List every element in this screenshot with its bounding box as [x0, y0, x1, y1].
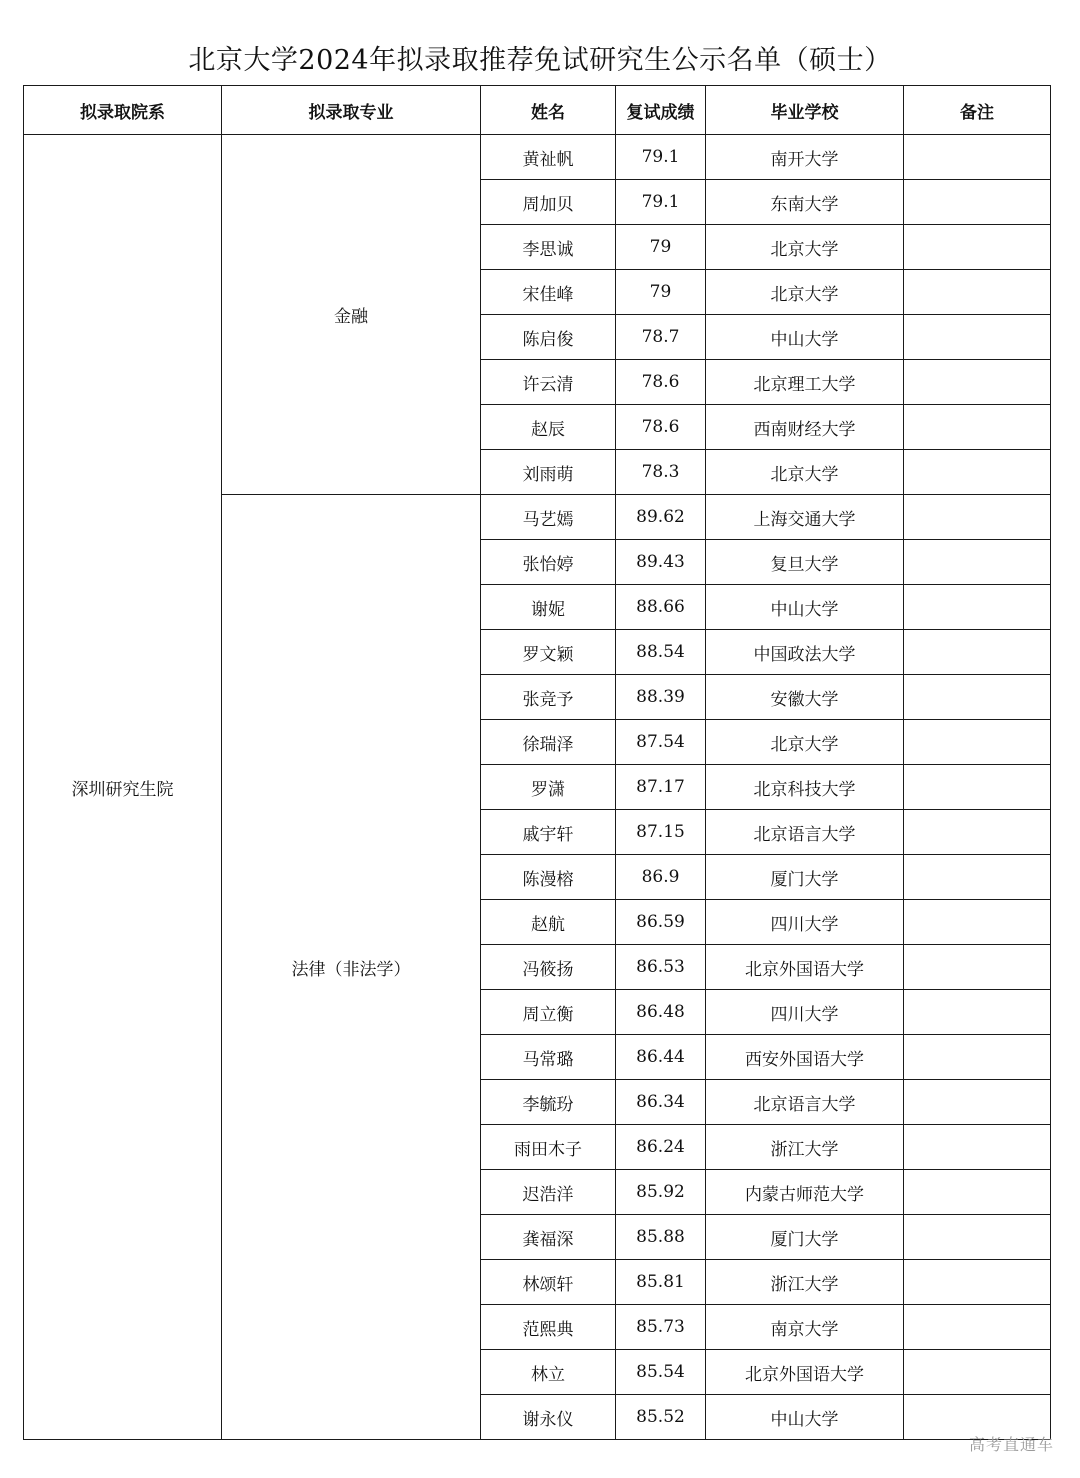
remark-cell	[904, 1305, 1051, 1350]
name-cell: 陈启俊	[481, 315, 616, 360]
school-cell: 北京大学	[706, 270, 904, 315]
score-cell: 88.54	[616, 630, 706, 675]
remark-cell	[904, 585, 1051, 630]
remark-cell	[904, 720, 1051, 765]
header-department: 拟录取院系	[24, 86, 222, 135]
name-cell: 龚福深	[481, 1215, 616, 1260]
name-cell: 陈漫榕	[481, 855, 616, 900]
score-cell: 85.81	[616, 1260, 706, 1305]
remark-cell	[904, 675, 1051, 720]
header-row	[24, 86, 1051, 135]
remark-cell	[904, 1215, 1051, 1260]
score-cell: 85.88	[616, 1215, 706, 1260]
remark-cell	[904, 180, 1051, 225]
school-cell: 中国政法大学	[706, 630, 904, 675]
score-cell: 86.9	[616, 855, 706, 900]
remark-cell	[904, 945, 1051, 990]
score-cell: 78.3	[616, 450, 706, 495]
name-cell: 罗文颖	[481, 630, 616, 675]
name-cell: 林颂轩	[481, 1260, 616, 1305]
name-cell: 张竞予	[481, 675, 616, 720]
department-cell: 深圳研究生院	[24, 135, 222, 1440]
school-cell: 上海交通大学	[706, 495, 904, 540]
school-cell: 内蒙古师范大学	[706, 1170, 904, 1215]
remark-cell	[904, 1035, 1051, 1080]
remark-cell	[904, 1260, 1051, 1305]
score-cell: 86.24	[616, 1125, 706, 1170]
school-cell: 浙江大学	[706, 1260, 904, 1305]
school-cell: 南开大学	[706, 135, 904, 180]
school-cell: 中山大学	[706, 1395, 904, 1440]
name-cell: 罗潇	[481, 765, 616, 810]
score-cell: 86.53	[616, 945, 706, 990]
header-score: 复试成绩	[616, 86, 706, 135]
school-cell: 北京理工大学	[706, 360, 904, 405]
school-cell: 北京大学	[706, 450, 904, 495]
major-cell: 法律（非法学）	[222, 495, 481, 1440]
score-cell: 87.17	[616, 765, 706, 810]
score-cell: 89.62	[616, 495, 706, 540]
name-cell: 黄祉帆	[481, 135, 616, 180]
school-cell: 中山大学	[706, 315, 904, 360]
header-school: 毕业学校	[706, 86, 904, 135]
name-cell: 谢妮	[481, 585, 616, 630]
score-cell: 79	[616, 270, 706, 315]
name-cell: 林立	[481, 1350, 616, 1395]
name-cell: 赵航	[481, 900, 616, 945]
name-cell: 戚宇轩	[481, 810, 616, 855]
name-cell: 周立衡	[481, 990, 616, 1035]
remark-cell	[904, 810, 1051, 855]
name-cell: 马艺嫣	[481, 495, 616, 540]
school-cell: 东南大学	[706, 180, 904, 225]
school-cell: 北京大学	[706, 720, 904, 765]
score-cell: 86.59	[616, 900, 706, 945]
header-remark: 备注	[904, 86, 1051, 135]
school-cell: 北京大学	[706, 225, 904, 270]
remark-cell	[904, 135, 1051, 180]
score-cell: 88.39	[616, 675, 706, 720]
score-cell: 79.1	[616, 135, 706, 180]
name-cell: 张怡婷	[481, 540, 616, 585]
name-cell: 李思诚	[481, 225, 616, 270]
remark-cell	[904, 1080, 1051, 1125]
school-cell: 北京语言大学	[706, 810, 904, 855]
name-cell: 徐瑞泽	[481, 720, 616, 765]
remark-cell	[904, 495, 1051, 540]
remark-cell	[904, 900, 1051, 945]
remark-cell	[904, 765, 1051, 810]
document-title: 北京大学2024年拟录取推荐免试研究生公示名单（硕士）	[188, 45, 892, 76]
score-cell: 78.7	[616, 315, 706, 360]
name-cell: 冯筱扬	[481, 945, 616, 990]
name-cell: 李毓玢	[481, 1080, 616, 1125]
remark-cell	[904, 1350, 1051, 1395]
remark-cell	[904, 630, 1051, 675]
school-cell: 南京大学	[706, 1305, 904, 1350]
name-cell: 迟浩洋	[481, 1170, 616, 1215]
school-cell: 北京科技大学	[706, 765, 904, 810]
name-cell: 赵辰	[481, 405, 616, 450]
score-cell: 85.73	[616, 1305, 706, 1350]
table-row	[24, 135, 1051, 180]
name-cell: 马常璐	[481, 1035, 616, 1080]
remark-cell	[904, 540, 1051, 585]
remark-cell	[904, 1170, 1051, 1215]
school-cell: 厦门大学	[706, 1215, 904, 1260]
school-cell: 北京语言大学	[706, 1080, 904, 1125]
score-cell: 79.1	[616, 180, 706, 225]
school-cell: 浙江大学	[706, 1125, 904, 1170]
school-cell: 复旦大学	[706, 540, 904, 585]
score-cell: 89.43	[616, 540, 706, 585]
major-cell: 金融	[222, 135, 481, 495]
score-cell: 86.48	[616, 990, 706, 1035]
score-cell: 79	[616, 225, 706, 270]
score-cell: 78.6	[616, 405, 706, 450]
remark-cell	[904, 315, 1051, 360]
name-cell: 许云清	[481, 360, 616, 405]
score-cell: 85.52	[616, 1395, 706, 1440]
remark-cell	[904, 225, 1051, 270]
score-cell: 85.54	[616, 1350, 706, 1395]
name-cell: 范熙典	[481, 1305, 616, 1350]
remark-cell	[904, 270, 1051, 315]
remark-cell	[904, 990, 1051, 1035]
score-cell: 87.15	[616, 810, 706, 855]
score-cell: 86.34	[616, 1080, 706, 1125]
school-cell: 四川大学	[706, 900, 904, 945]
name-cell: 周加贝	[481, 180, 616, 225]
school-cell: 西南财经大学	[706, 405, 904, 450]
school-cell: 厦门大学	[706, 855, 904, 900]
remark-cell	[904, 855, 1051, 900]
school-cell: 中山大学	[706, 585, 904, 630]
school-cell: 西安外国语大学	[706, 1035, 904, 1080]
remark-cell	[904, 405, 1051, 450]
name-cell: 谢永仪	[481, 1395, 616, 1440]
header-name: 姓名	[481, 86, 616, 135]
admission-table	[23, 85, 1051, 1440]
name-cell: 刘雨萌	[481, 450, 616, 495]
score-cell: 87.54	[616, 720, 706, 765]
school-cell: 北京外国语大学	[706, 1350, 904, 1395]
school-cell: 四川大学	[706, 990, 904, 1035]
header-major: 拟录取专业	[222, 86, 481, 135]
score-cell: 88.66	[616, 585, 706, 630]
name-cell: 雨田木子	[481, 1125, 616, 1170]
watermark: 高考直通车	[968, 1435, 1054, 1454]
school-cell: 北京外国语大学	[706, 945, 904, 990]
score-cell: 85.92	[616, 1170, 706, 1215]
school-cell: 安徽大学	[706, 675, 904, 720]
remark-cell	[904, 450, 1051, 495]
remark-cell	[904, 360, 1051, 405]
score-cell: 78.6	[616, 360, 706, 405]
score-cell: 86.44	[616, 1035, 706, 1080]
name-cell: 宋佳峰	[481, 270, 616, 315]
remark-cell	[904, 1125, 1051, 1170]
